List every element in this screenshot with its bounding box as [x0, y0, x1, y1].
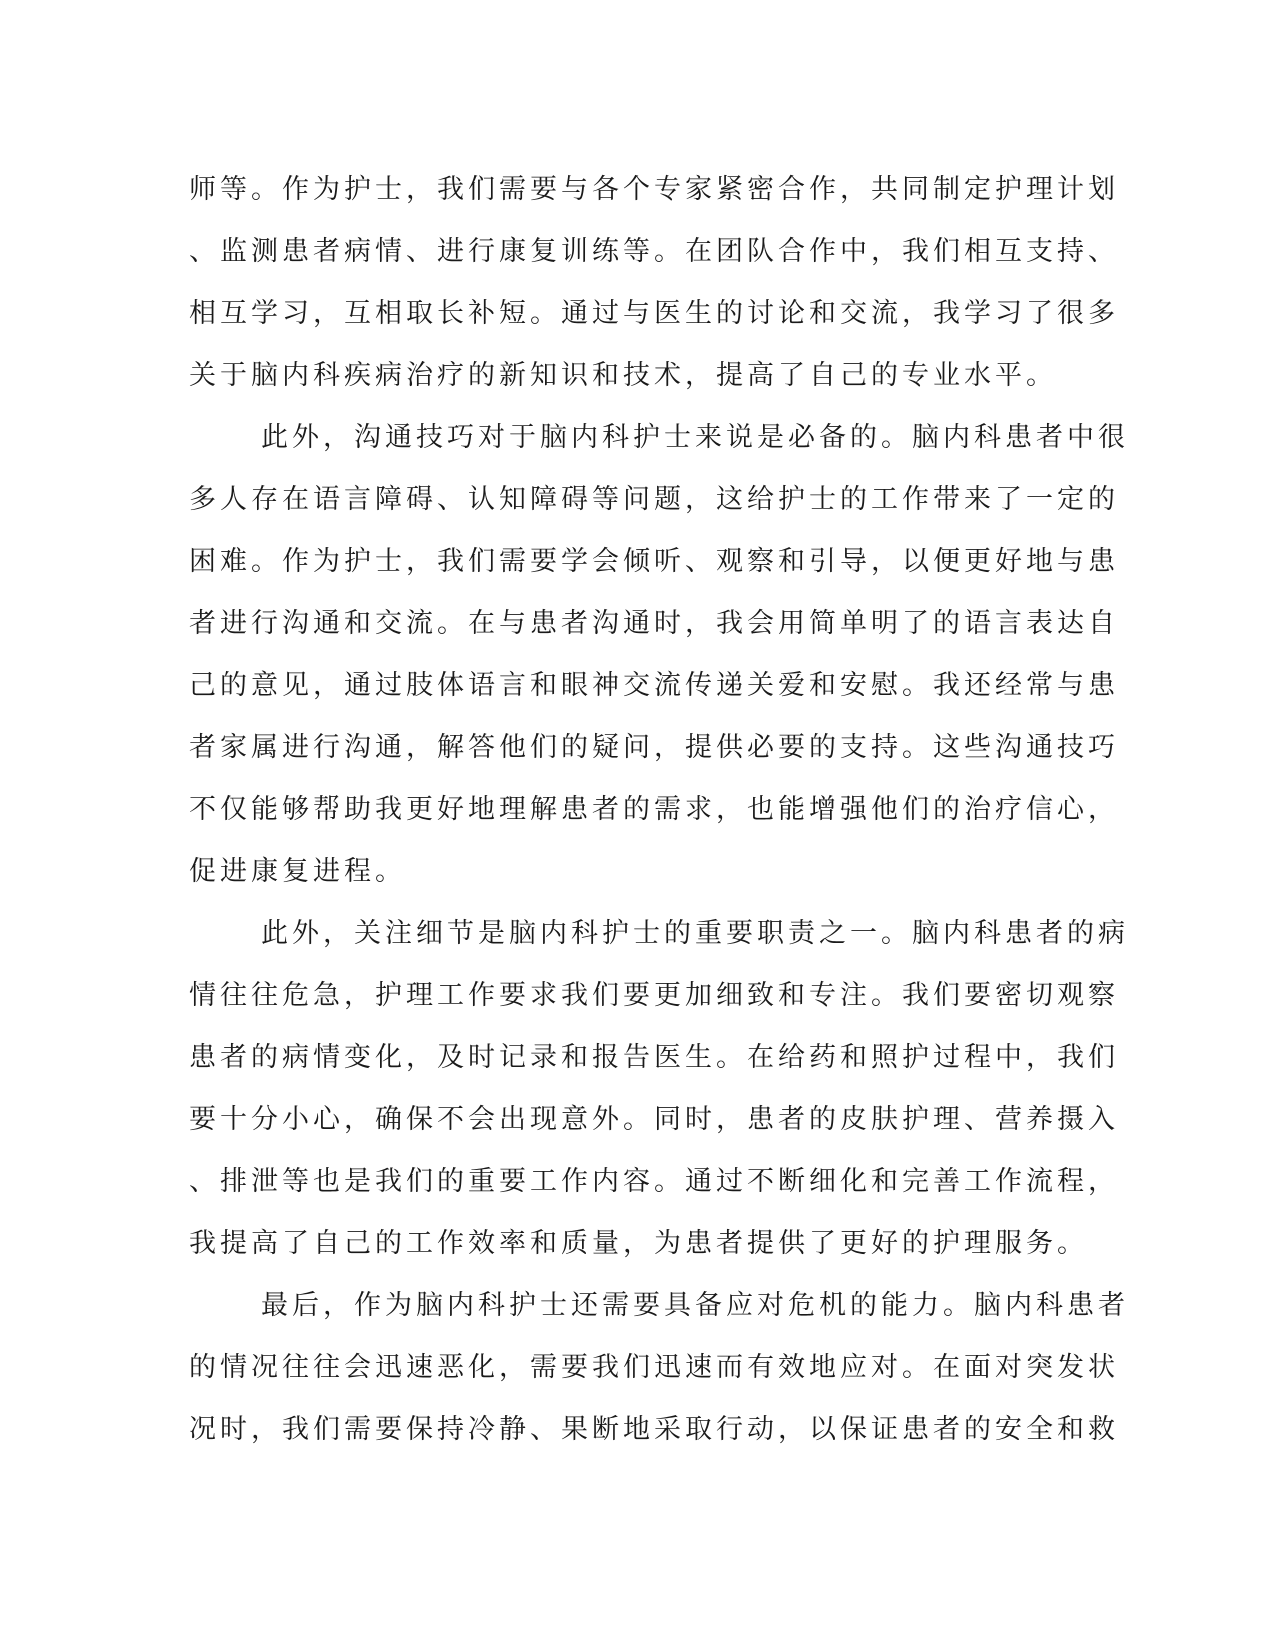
text-line: 者家属进行沟通，解答他们的疑问，提供必要的支持。这些沟通技巧	[189, 732, 1119, 763]
text-line: 者进行沟通和交流。在与患者沟通时，我会用简单明了的语言表达自	[189, 608, 1119, 639]
text-line: 要十分小心，确保不会出现意外。同时，患者的皮肤护理、营养摄入	[189, 1104, 1119, 1135]
text-line: 促进康复进程。	[189, 856, 406, 887]
text-line: 多人存在语言障碍、认知障碍等问题，这给护士的工作带来了一定的	[189, 484, 1119, 515]
text-line: 况时，我们需要保持冷静、果断地采取行动，以保证患者的安全和救	[189, 1414, 1119, 1445]
text-line: 此外，关注细节是脑内科护士的重要职责之一。脑内科患者的病	[261, 918, 1129, 949]
text-line: 我提高了自己的工作效率和质量，为患者提供了更好的护理服务。	[189, 1228, 1088, 1259]
text-line: 、监测患者病情、进行康复训练等。在团队合作中，我们相互支持、	[189, 236, 1119, 267]
text-line: 患者的病情变化，及时记录和报告医生。在给药和照护过程中，我们	[189, 1042, 1119, 1073]
text-line: 困难。作为护士，我们需要学会倾听、观察和引导，以便更好地与患	[189, 546, 1119, 577]
text-line: 此外，沟通技巧对于脑内科护士来说是必备的。脑内科患者中很	[261, 422, 1129, 453]
text-line: 关于脑内科疾病治疗的新知识和技术，提高了自己的专业水平。	[189, 360, 1057, 391]
text-line: 相互学习，互相取长补短。通过与医生的讨论和交流，我学习了很多	[189, 298, 1119, 329]
text-line: 不仅能够帮助我更好地理解患者的需求，也能增强他们的治疗信心，	[189, 794, 1119, 825]
text-line: 师等。作为护士，我们需要与各个专家紧密合作，共同制定护理计划	[189, 174, 1119, 205]
text-line: 情往往危急，护理工作要求我们要更加细致和专注。我们要密切观察	[189, 980, 1119, 1011]
text-line: 、排泄等也是我们的重要工作内容。通过不断细化和完善工作流程，	[189, 1166, 1119, 1197]
text-line: 的情况往往会迅速恶化，需要我们迅速而有效地应对。在面对突发状	[189, 1352, 1119, 1383]
body-text	[189, 159, 1129, 1461]
text-line: 最后，作为脑内科护士还需要具备应对危机的能力。脑内科患者	[261, 1290, 1129, 1321]
text-line: 己的意见，通过肢体语言和眼神交流传递关爱和安慰。我还经常与患	[189, 670, 1119, 701]
